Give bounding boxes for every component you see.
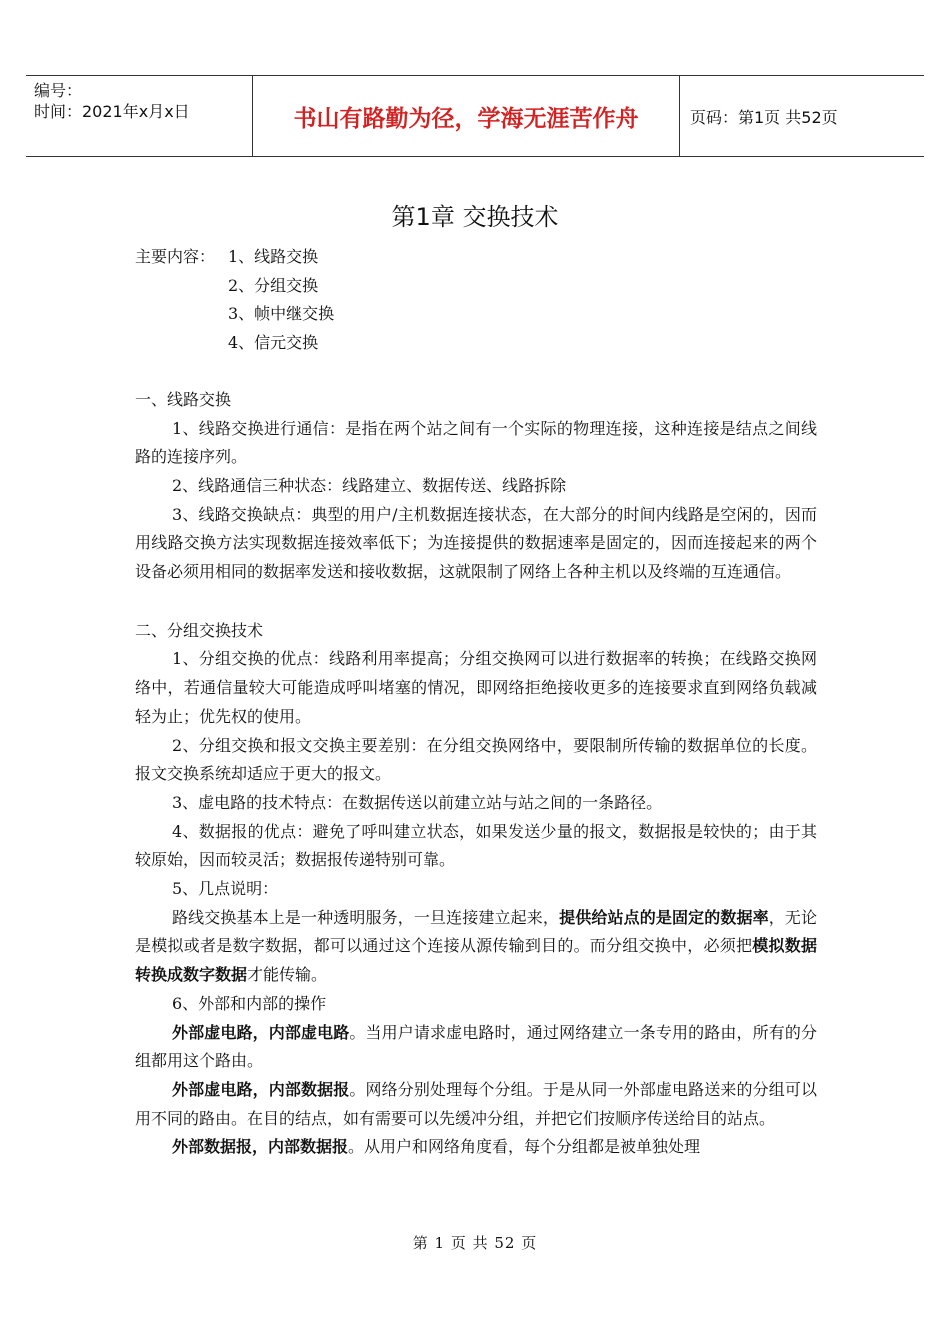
text-run: 。网络分别处理每个分组。于是从同一外部虚电路送来的分组可以用不同的路由。在目的结点，如有需要可以先缓冲分组，并把它们按顺序传送给目的站点。 xyxy=(135,1079,817,1128)
bold-run: 外部虚电路，内部虚电路 xyxy=(172,1022,350,1042)
text-run: 。当用户请求虚电路时，通过网络建立一条专用的路由，所有的分组都用这个路由。 xyxy=(135,1022,817,1071)
page-header xyxy=(26,75,924,157)
toc-label: 主要内容： xyxy=(135,247,216,266)
bold-run: 外部数据报，内部数据报 xyxy=(172,1137,349,1157)
text-run: 才能传输。 xyxy=(247,965,328,985)
toc-item: 1、线路交换 xyxy=(228,247,319,266)
paragraph: 2、分组交换和报文交换主要差别：在分组交换网络中，要限制所传输的数据单位的长度。报文交换系统却适应于更大的报文。 xyxy=(135,735,817,784)
paragraph xyxy=(135,1076,817,1133)
section-heading: 二、分组交换技术 xyxy=(135,620,264,640)
toc-item: 4、信元交换 xyxy=(228,333,319,353)
chapter-title: 第1章 交换技术 xyxy=(391,203,559,231)
paragraph xyxy=(135,1133,817,1162)
header-motto: 书山有路勤为径，学海无涯苦作舟 xyxy=(253,76,680,156)
time-label: 时间：2021年x月x日 xyxy=(34,102,190,121)
text-run: 路线交换基本上是一种透明服务，一旦连接建立起来， xyxy=(172,907,560,927)
section-heading: 一、线路交换 xyxy=(135,389,232,409)
paragraph: 3、线路交换缺点：典型的用户/主机数据连接状态，在大部分的时间内线路是空闲的，因而用线路交换方法实现数据连接效率低下；为连接提供的数据速率是固定的，因而连接起来的两个设备必须用相同的数据率发送和接收数据，这就限制了网络上各种主机以及终端的互连通信。 xyxy=(135,504,817,582)
bold-run: 提供给站点的是固定的数据率 xyxy=(559,907,769,927)
paragraph: 1、线路交换进行通信：是指在两个站之间有一个实际的物理连接，这种连接是结点之间线路的连接序列。 xyxy=(135,418,817,467)
paragraph: 6、外部和内部的操作 xyxy=(172,993,327,1013)
paragraph: 4、数据报的优点：避免了呼叫建立状态，如果发送少量的报文，数据报是较快的；由于其较原始，因而较灵活；数据报传递特别可靠。 xyxy=(135,821,817,870)
paragraph xyxy=(135,904,817,990)
toc-item: 3、帧中继交换 xyxy=(228,304,335,324)
header-page-code: 页码：第1页 共52页 xyxy=(690,107,838,127)
text-run: 。从用户和网络角度看，每个分组都是被单独处理 xyxy=(348,1137,701,1157)
paragraph: 1、分组交换的优点：线路利用率提高；分组交换网可以进行数据率的转换；在线路交换网络中，若通信量较大可能造成呼叫堵塞的情况，即网络拒绝接收更多的连接要求直到网络负载减轻为止；优先权的使用。 xyxy=(135,649,817,726)
header-meta xyxy=(26,76,253,156)
paragraph: 3、虚电路的技术特点：在数据传送以前建立站与站之间的一条路径。 xyxy=(172,792,663,812)
page-footer: 第 1 页 共 52 页 xyxy=(412,1234,538,1252)
document-body xyxy=(135,243,817,1162)
toc xyxy=(135,243,817,272)
toc-item: 2、分组交换 xyxy=(228,275,319,295)
paragraph xyxy=(135,1019,817,1076)
paragraph: 5、几点说明： xyxy=(172,879,279,899)
doc-number-label: 编号： xyxy=(34,81,83,100)
paragraph: 2、线路通信三种状态：线路建立、数据传送、线路拆除 xyxy=(172,475,567,495)
bold-run: 模拟数据转换成数字数据 xyxy=(135,936,817,985)
bold-run: 外部虚电路，内部数据报 xyxy=(172,1079,350,1099)
text-run: ，无论是模拟或者是数字数据，都可以通过这个连接从源传输到目的。而分组交换中，必须把 xyxy=(135,907,817,956)
